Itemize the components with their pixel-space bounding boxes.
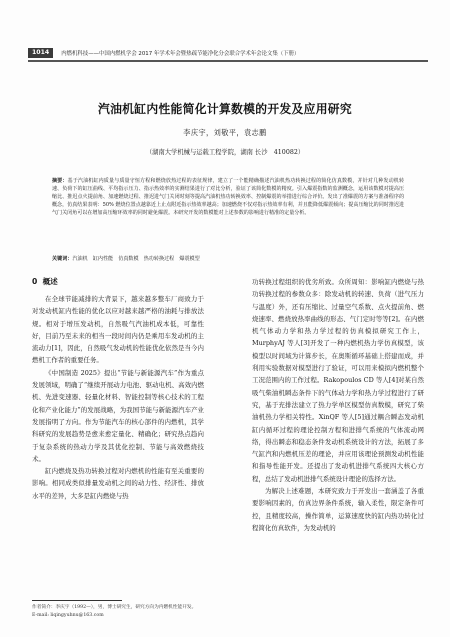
body-paragraph: 功转换过程组织的优劣所致。众所周知：影响缸内燃烧与热功转换过程的参数众多：除发动机的转速、负荷（进气压力与温度）外，还有压缩比、过量空气系数、点火提前角、燃烧速率、燃烧放热率曲线的形态、气门定时等等[2]。在内燃机气体动力学和热力学过程的仿真模拟研究工作上，MurphyAJ 等人[3]开发了一种内燃机热力学仿真模型，该模型以时间域为计算步长，在奥斯循环基础上搭建而成，并利用实验数据对模型进行了验证，可以用来模拟内燃机整个工况范围内的工作过程。Rakopoulos CD 等人[4]对某自然吸气柴油机瞬态条件下的气体动力学和热力学过程进行了研究，基于充排法建立了热力学单区模型仿真数模，研究了柴油机热力学相关特性。XinQF 等人[5]通过耦合瞬态发动机缸内循环过程的理论控制方程和进排气系统的气体流动网络，得出瞬态和稳态条件发动机系统设计的方法，拓展了多气缸汽和内燃机压差的理论，并应用该理论预测发动机性能和指导性能开发。还提出了发动机进排气系统四大核心方程，总结了发动机进排气系统设计理论的选择方法。	[252, 278, 424, 483]
footnote	[32, 604, 208, 619]
page-number: 1014	[28, 48, 53, 58]
journal-title: 内燃机科技——中国内燃机学会 2017 年学术年会暨热疏节能净化分会联合学术年会论文集（下册）	[61, 51, 300, 57]
paper-title: 汽油机缸内性能简化计算数模的开发及应用研究	[97, 102, 353, 116]
author-list: 李庆宇，刘敬平，袁志鹏	[183, 128, 267, 137]
keywords-text: 汽油机 缸内性能 仿真数模 热功转换过程 爆震模型	[72, 256, 200, 262]
body-paragraph: 为解决上述难题，本研究致力于开发出一套涵盖了各重要影响因素的，仿真边界条件系统，输入柔性，限定条件可控，且精度较高，操作简单，运算速度快的缸内热功转化过程简化仿真软件，为发动机的	[252, 487, 424, 532]
affiliation: （湖南大学机械与运载工程学院，湖南 长沙 410082）	[145, 149, 305, 156]
abstract-label: 摘要：	[52, 178, 68, 184]
abstract-text: 基于汽油机缸内质量与质量守恒方程和燃烧放热过程的表征规律，建立了一个能精确描述汽油机热功转换过程的简化仿真数模，并针对几种发动机转速、负荷下的缸压曲线、平均指示压力、指示热效率的实测结果进行了对比分析，验证了该简化数模的精度。引入爆震指数的监测概念，运用该数模对提高压缩比、推迟点火提前角、加速燃烧过程、推迟进气门关闭时刻等提高汽油机热功转换效率、控制爆震的举措进行综合评价。发出了准爆震的方案与准备程序的概念，仿真结果表明：50% 燃烧位置点越靠近上止点附近指示热效率越高；加速燃烧不仅对指示热效率有利，并且能降低爆震倾向；提高压缩比的同时推迟进气门关闭角可以在增加高压缩环效率的同时避免爆震。本研究开发的数模能对上述参数的影响进行精准的定量分析。	[52, 178, 405, 216]
author-bio: 作者简介：李庆宇（1992—），男，博士研究生，研究方向为内燃机性能开发。	[32, 605, 197, 610]
body-paragraph: 在全球节能减排的大背景下，越来越多整车厂商致力于对发动机缸内性能的优化以应对越来越严格的油耗与排放法规。相对于增压发动机，自然吸气汽油机成本低，可靠性好，目前乃至未来的相当一段时间内仍是乘用车发动机的主流动力[1]，因此，自然吸气发动机的性能优化依然是当今内燃机工作者的重要任务。	[32, 295, 204, 365]
section-number: 0	[32, 277, 38, 286]
header-rule	[28, 60, 428, 62]
abstract	[52, 177, 404, 217]
right-column	[252, 276, 424, 534]
footnote-rule	[32, 600, 122, 601]
keywords	[52, 255, 404, 263]
section-title: 概述	[42, 277, 58, 286]
keywords-label: 关键词：	[52, 256, 73, 262]
body-paragraph: 缸内燃烧及热功转换过程对内燃机的性能有至关重要的影响。相同成类似排量发动机之间的动力性、经济性、排放水平的差异，大多是缸内燃烧与热	[32, 467, 204, 500]
section-heading	[32, 276, 204, 288]
author-email: E-mail: liqingyuhnu@163.com	[32, 612, 104, 618]
left-column	[32, 276, 204, 502]
running-header	[28, 47, 428, 59]
body-paragraph: 《中国制造 2025》提出“节能与新能源汽车”作为重点发展领域，明确了“继续开展动力电池、驱动电机、高效内燃机、先进变速器、轻量化材料、智能控制等核心技术的工程化和产业化能力”的发展战略，为我国节能与新能源汽车产业发展指明了方向。作为节能汽车的核心部件的内燃机，其学科研究的发展趋势是愈来愈定量化、精确化；研究热点趋向于复杂系统的热动力学及其优化控制、节能与高效燃烧技术。	[32, 368, 204, 463]
